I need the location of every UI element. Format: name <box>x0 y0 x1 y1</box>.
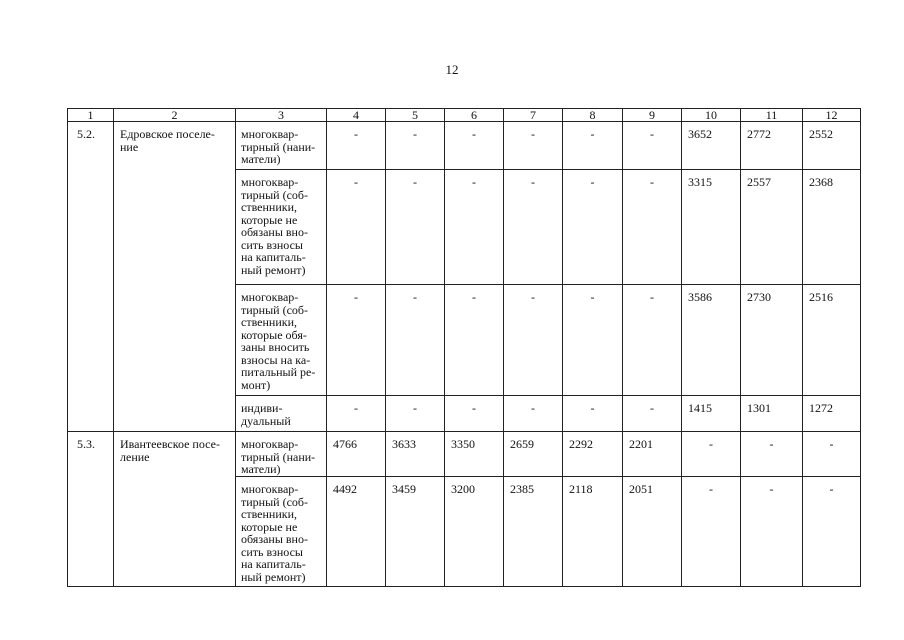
settlement-name-cell: Едровское поселе- ние <box>114 122 236 432</box>
housing-type-cell: многоквар- тирный (соб- ственники, которые обя- заны вносить взносы на ка- питальный ре- монт) <box>236 285 327 396</box>
value-cell: - <box>623 170 682 285</box>
value-cell: - <box>386 170 445 285</box>
value-cell: 2292 <box>563 432 623 477</box>
header-cell: 11 <box>741 109 803 122</box>
value-cell: - <box>623 285 682 396</box>
value-cell: 3459 <box>386 477 445 587</box>
header-cell: 6 <box>445 109 504 122</box>
value-cell: 1301 <box>741 396 803 432</box>
value-cell: 2516 <box>803 285 861 396</box>
value-cell: - <box>682 477 741 587</box>
value-cell: - <box>563 396 623 432</box>
value-cell: - <box>803 432 861 477</box>
value-cell: 3315 <box>682 170 741 285</box>
housing-type-cell: индиви- дуальный <box>236 396 327 432</box>
value-cell: - <box>741 477 803 587</box>
value-cell: - <box>623 396 682 432</box>
header-cell: 8 <box>563 109 623 122</box>
value-cell: 4766 <box>327 432 386 477</box>
settlement-name-cell: Ивантеевское посе- ление <box>114 432 236 587</box>
value-cell: - <box>563 122 623 170</box>
value-cell: - <box>504 396 563 432</box>
value-cell: - <box>445 285 504 396</box>
value-cell: 3586 <box>682 285 741 396</box>
value-cell: - <box>386 285 445 396</box>
value-cell: 3200 <box>445 477 504 587</box>
housing-type-cell: многоквар- тирный (нани- матели) <box>236 122 327 170</box>
tariff-table <box>67 108 861 587</box>
value-cell: - <box>504 122 563 170</box>
value-cell: 3633 <box>386 432 445 477</box>
value-cell: - <box>563 170 623 285</box>
value-cell: - <box>445 122 504 170</box>
header-cell: 12 <box>803 109 861 122</box>
value-cell: 2051 <box>623 477 682 587</box>
header-row <box>68 109 861 122</box>
housing-type-cell: многоквар- тирный (нани- матели) <box>236 432 327 477</box>
value-cell: 2385 <box>504 477 563 587</box>
value-cell: - <box>741 432 803 477</box>
value-cell: 2772 <box>741 122 803 170</box>
value-cell: - <box>682 432 741 477</box>
header-cell: 1 <box>68 109 114 122</box>
value-cell: - <box>803 477 861 587</box>
value-cell: 3350 <box>445 432 504 477</box>
page-number: 12 <box>445 62 459 77</box>
housing-type-cell: многоквар- тирный (соб- ственники, которые не обязаны вно- сить взносы на капиталь- ный ремонт) <box>236 477 327 587</box>
value-cell: 2659 <box>504 432 563 477</box>
value-cell: 2730 <box>741 285 803 396</box>
header-cell: 9 <box>623 109 682 122</box>
value-cell: - <box>327 396 386 432</box>
header-cell: 2 <box>114 109 236 122</box>
header-cell: 7 <box>504 109 563 122</box>
item-number-cell: 5.2. <box>68 122 114 432</box>
header-cell: 5 <box>386 109 445 122</box>
value-cell: - <box>386 122 445 170</box>
value-cell: 2201 <box>623 432 682 477</box>
value-cell: 2368 <box>803 170 861 285</box>
value-cell: 4492 <box>327 477 386 587</box>
value-cell: 1272 <box>803 396 861 432</box>
value-cell: - <box>504 285 563 396</box>
value-cell: - <box>327 122 386 170</box>
table-body <box>68 109 861 587</box>
value-cell: - <box>563 285 623 396</box>
value-cell: 2557 <box>741 170 803 285</box>
value-cell: - <box>327 285 386 396</box>
value-cell: 3652 <box>682 122 741 170</box>
item-number-cell: 5.3. <box>68 432 114 587</box>
table-row <box>68 122 861 170</box>
value-cell: - <box>386 396 445 432</box>
value-cell: - <box>445 170 504 285</box>
value-cell: 2118 <box>563 477 623 587</box>
value-cell: 1415 <box>682 396 741 432</box>
value-cell: - <box>504 170 563 285</box>
table-row <box>68 432 861 477</box>
value-cell: - <box>327 170 386 285</box>
header-cell: 3 <box>236 109 327 122</box>
value-cell: - <box>623 122 682 170</box>
header-cell: 10 <box>682 109 741 122</box>
housing-type-cell: многоквар- тирный (соб- ственники, которые не обязаны вно- сить взносы на капиталь- ный ремонт) <box>236 170 327 285</box>
value-cell: 2552 <box>803 122 861 170</box>
value-cell: - <box>445 396 504 432</box>
header-cell: 4 <box>327 109 386 122</box>
